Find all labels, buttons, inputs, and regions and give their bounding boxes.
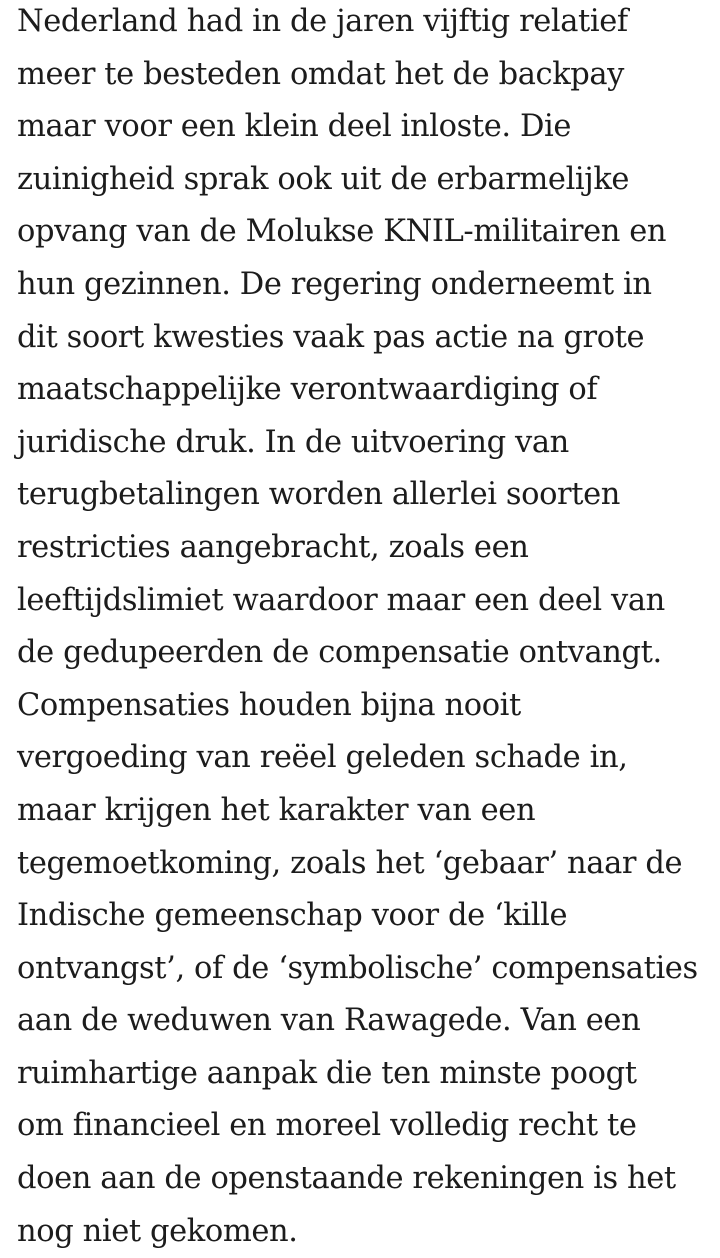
paragraph-line: doen aan de openstaande rekeningen is het	[17, 1161, 676, 1197]
paragraph-line: meer te besteden omdat het de backpay	[17, 56, 625, 92]
paragraph-line: Compensaties houden bijna nooit	[17, 687, 521, 723]
paragraph-line: maar krijgen het karakter van een	[17, 792, 536, 828]
paragraph-line: terugbetalingen worden allerlei soorten	[17, 477, 620, 513]
paragraph-line: maar voor een klein deel inloste. Die	[17, 109, 572, 145]
paragraph-line: hun gezinnen. De regering onderneemt in	[17, 266, 652, 302]
paragraph-line: juridische druk. In de uitvoering van	[17, 424, 569, 460]
paragraph-line: restricties aangebracht, zoals een	[17, 529, 529, 565]
paragraph-line: nog niet gekomen.	[17, 1213, 298, 1249]
paragraph-line: de gedupeerden de compensatie ontvangt.	[17, 635, 662, 671]
paragraph-line: om financieel en moreel volledig recht te	[17, 1108, 637, 1144]
paragraph-line: ruimhartige aanpak die ten minste poogt	[17, 1055, 637, 1091]
paragraph-line: Nederland had in de jaren vijftig relatief	[17, 4, 628, 39]
paragraph-line: ontvangst’, of de ‘symbolische’ compensaties	[17, 950, 698, 986]
paragraph-line: Indische gemeenschap voor de ‘kille	[17, 898, 568, 934]
paragraph-line: zuinigheid sprak ook uit de erbarmelijke	[17, 161, 630, 197]
paragraph-line: maatschappelijke verontwaardiging of	[17, 372, 598, 408]
paragraph-line: opvang van de Molukse KNIL-militairen en	[17, 214, 667, 250]
article-paragraph	[17, 0, 717, 1258]
paragraph-line: dit soort kwesties vaak pas actie na grote	[17, 319, 645, 355]
paragraph-line: aan de weduwen van Rawagede. Van een	[17, 1003, 641, 1039]
paragraph-line: vergoeding van reëel geleden schade in,	[17, 740, 628, 776]
paragraph-line: leeftijdslimiet waardoor maar een deel van	[17, 582, 665, 618]
paragraph-line: tegemoetkoming, zoals het ‘gebaar’ naar de	[17, 845, 683, 881]
